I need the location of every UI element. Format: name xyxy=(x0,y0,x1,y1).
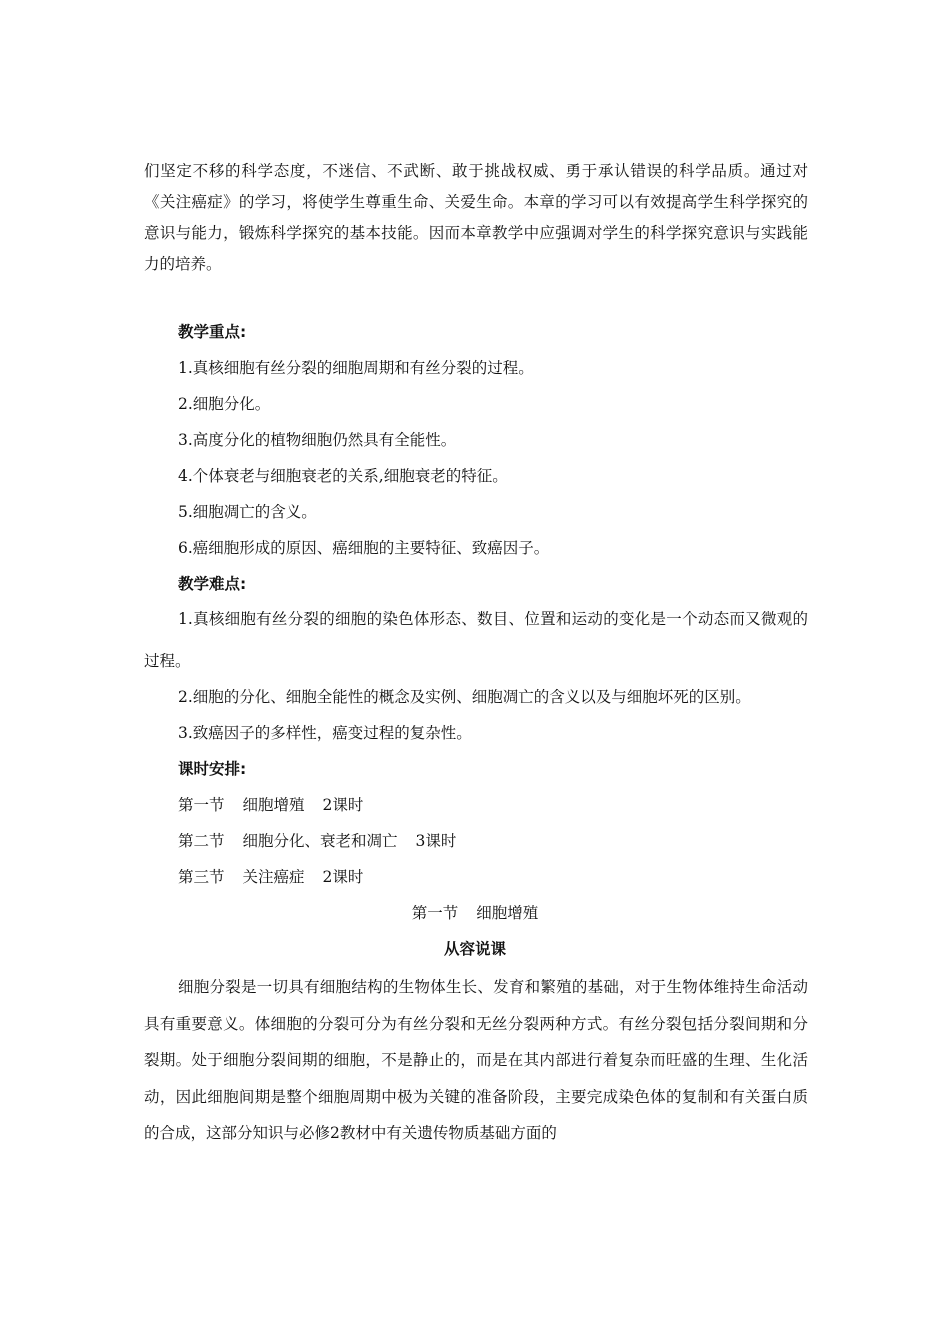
key-point-item: 6.癌细胞形成的原因、癌细胞的主要特征、致癌因子。 xyxy=(178,539,550,557)
schedule-row xyxy=(178,831,456,851)
difficult-point-item: 2.细胞的分化、细胞全能性的概念及实例、细胞凋亡的含义以及与细胞坏死的区别。 xyxy=(178,688,751,706)
schedule-section: 第一节 xyxy=(178,796,225,814)
schedule-row xyxy=(178,867,363,887)
body-paragraph: 细胞分裂是一切具有细胞结构的生物体生长、发育和繁殖的基础，对于生物体维持生命活动具有重要意义。体细胞的分裂可分为有丝分裂和无丝分裂两种方式。有丝分裂包括分裂间期和分裂期。处于细胞分裂间期的细胞，不是静止的，而是在其内部进行着复杂而旺盛的生理、生化活动，因此细胞间期是整个细胞周期中极为关键的准备阶段，主要完成染色体的复制和有关蛋白质的合成，这部分知识与必修2教材中有关遗传物质基础方面的 xyxy=(144,978,808,1142)
key-points-heading: 教学重点: xyxy=(178,323,247,341)
schedule-topic: 细胞分化、衰老和凋亡 xyxy=(242,832,398,850)
schedule-topic: 细胞增殖 xyxy=(242,796,305,814)
key-point-item: 3.高度分化的植物细胞仍然具有全能性。 xyxy=(178,431,457,449)
schedule-hours: 3课时 xyxy=(415,832,457,850)
key-point-item: 1.真核细胞有丝分裂的细胞周期和有丝分裂的过程。 xyxy=(178,359,534,377)
key-point-item: 2.细胞分化。 xyxy=(178,395,271,413)
schedule-heading: 课时安排: xyxy=(178,760,247,778)
schedule-topic: 关注癌症 xyxy=(242,868,305,886)
schedule-hours: 2课时 xyxy=(322,796,364,814)
key-point-item: 4.个体衰老与细胞衰老的关系,细胞衰老的特征。 xyxy=(178,467,508,485)
section-title-number: 第一节 xyxy=(411,904,459,922)
intro-paragraph: 们坚定不移的科学态度，不迷信、不武断、敢于挑战权威、勇于承认错误的科学品质。通过对《关注癌症》的学习，将使学生尊重生命、关爱生命。本章的学习可以有效提高学生科学探究的意识与能力，锻炼科学探究的基本技能。因而本章教学中应强调对学生的科学探究意识与实践能力的培养。 xyxy=(144,162,808,273)
section-title-topic: 细胞增殖 xyxy=(476,904,539,922)
schedule-section: 第三节 xyxy=(178,868,225,886)
difficult-point-item: 1.真核细胞有丝分裂的细胞的染色体形态、数目、位置和运动的变化是一个动态而又微观的过程。 xyxy=(144,610,808,670)
subheading: 从容说课 xyxy=(443,940,506,958)
difficult-points-heading: 教学难点: xyxy=(178,575,247,593)
schedule-row xyxy=(178,795,363,815)
difficult-point-item: 3.致癌因子的多样性，癌变过程的复杂性。 xyxy=(178,724,472,742)
key-point-item: 5.细胞凋亡的含义。 xyxy=(178,503,317,521)
schedule-section: 第二节 xyxy=(178,832,225,850)
section-title xyxy=(0,903,950,923)
schedule-hours: 2课时 xyxy=(322,868,364,886)
